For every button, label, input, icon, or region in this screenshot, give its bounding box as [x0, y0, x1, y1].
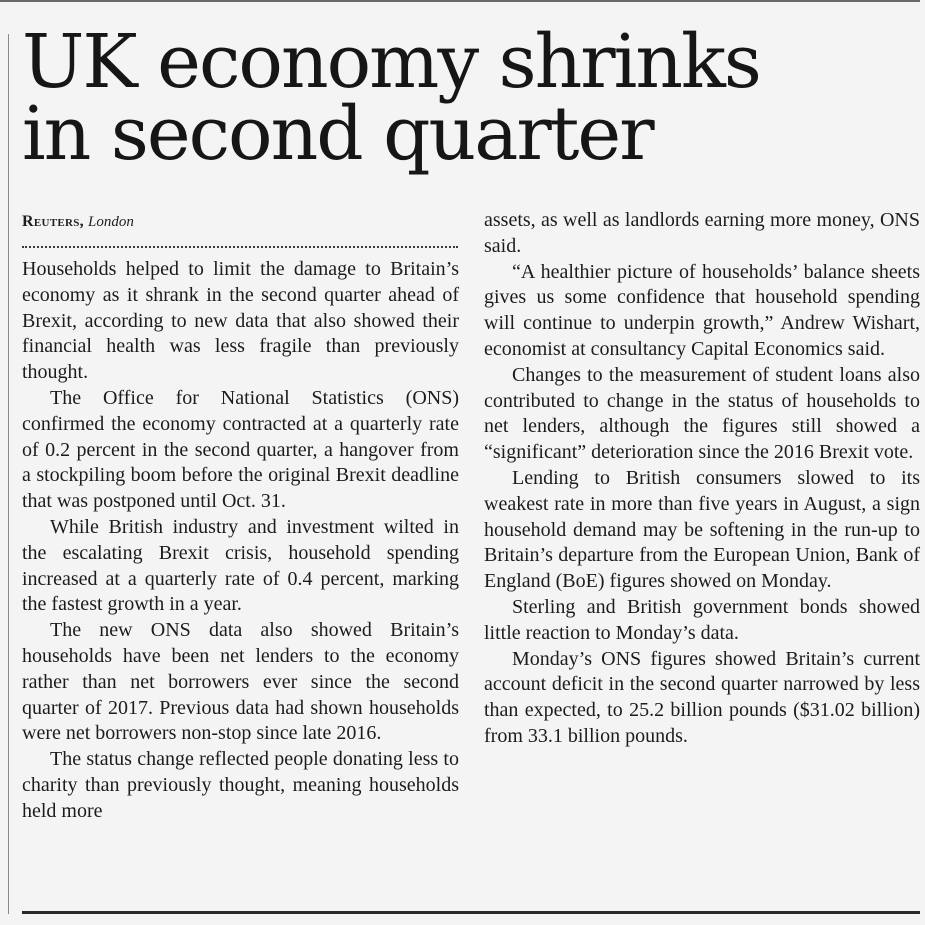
- headline-line-2: in second quarter: [22, 91, 653, 177]
- paragraph: The new ONS data also showed Britain’s households have been net lenders to the economy rather than net borrowers ever since the second quarter of 2017. Previous data had shown households were net borrowers non-stop since late 2016.: [22, 619, 459, 745]
- paragraph: Lending to British consumers slowed to its weakest rate in more than five years in August, a sign household demand may be softening in the run-up to Britain’s departure from the European Union, Bank of England (BoE) figures showed on Monday.: [484, 466, 920, 593]
- bottom-rule: [22, 911, 920, 914]
- left-column: [22, 257, 459, 825]
- headline-line-1: UK economy shrinks: [22, 19, 760, 105]
- paragraph: Sterling and British government bonds showed little reaction to Monday’s data.: [484, 595, 920, 644]
- paragraph: While British industry and investment wilted in the escalating Brexit crisis, household spending increased at a quarterly rate of 0.4 percent, marking the fastest growth in a year.: [22, 515, 459, 616]
- byline: [22, 212, 134, 232]
- byline-divider: [22, 246, 458, 248]
- paragraph: “A healthier picture of households’ balance sheets gives us some confidence that household spending will continue to underpin growth,” Andrew Wishart, economist at consultancy Capital Economics said.: [484, 260, 920, 360]
- paragraph: Changes to the measurement of student loans also contributed to change in the status of households to net lenders, although the figures still showed a “significant” deterioration since the 2016 Brexit vote.: [484, 363, 920, 464]
- paragraph: The status change reflected people donating less to charity than previously thought, meaning households held more: [22, 748, 459, 822]
- right-column: [484, 208, 920, 750]
- byline-place: London: [87, 214, 134, 230]
- byline-agency: Reuters,: [22, 213, 84, 230]
- paragraph: Households helped to limit the damage to Britain’s economy as it shrank in the second quarter ahead of Brexit, according to new data that also showed their financial health was less fragile than previously thought.: [22, 258, 459, 384]
- headline: [22, 19, 902, 177]
- top-rule: [0, 0, 920, 2]
- paragraph: Monday’s ONS figures showed Britain’s current account deficit in the second quarter narrowed by less than expected, to 25.2 billion pounds ($31.02 billion) from 33.1 billion pounds.: [484, 647, 920, 747]
- paragraph: The Office for National Statistics (ONS) confirmed the economy contracted at a quarterly rate of 0.2 percent in the second quarter, a hangover from a stockpiling boom before the original Brexit deadline that was postponed until Oct. 31.: [22, 386, 459, 513]
- left-rule: [8, 34, 9, 914]
- paragraph-continued: assets, as well as landlords earning more money, ONS said.: [484, 209, 920, 257]
